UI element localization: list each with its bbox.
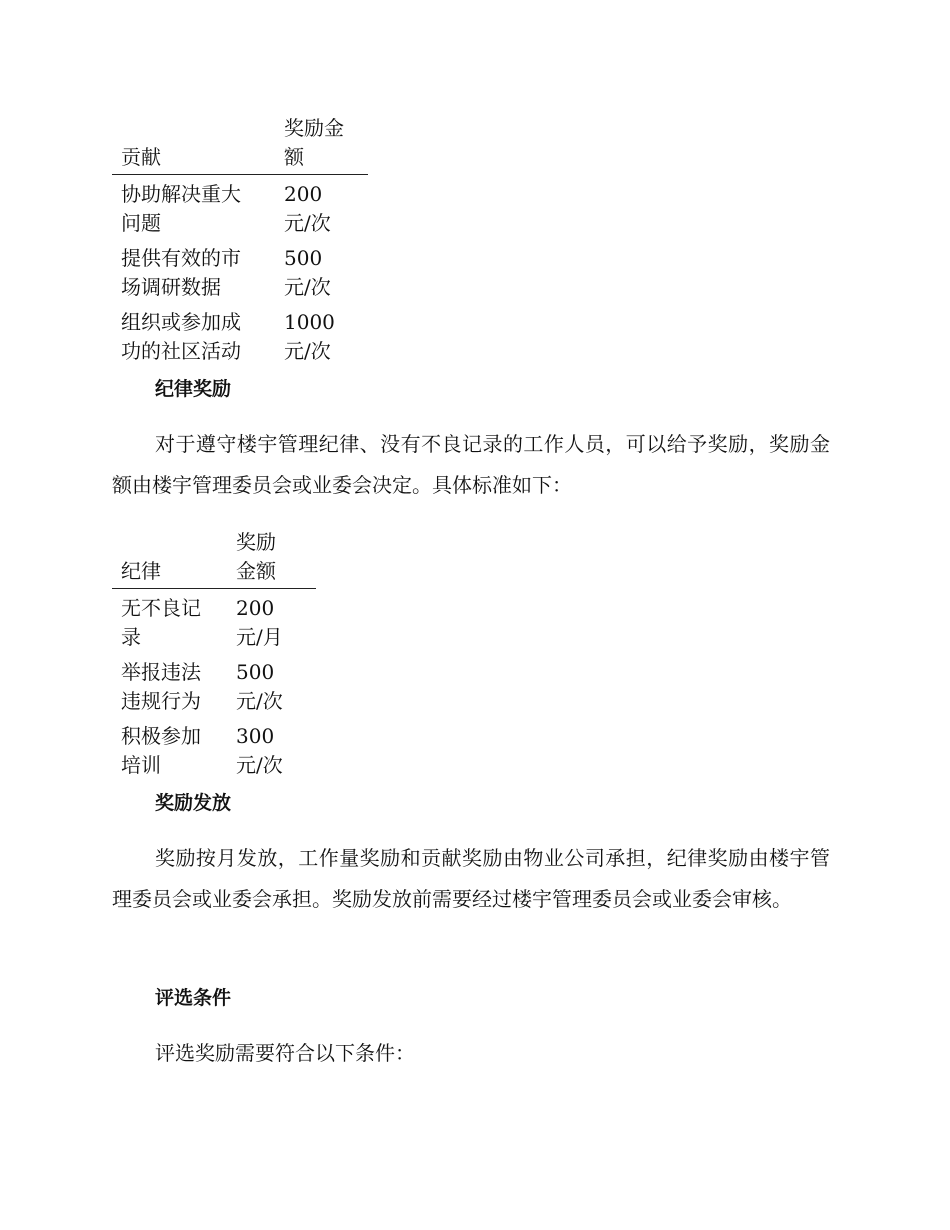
table-row [112, 241, 368, 305]
table-header-text: 奖励金额 [236, 530, 276, 583]
table-row [112, 655, 316, 719]
table-cell-text: 300元/次 [236, 724, 283, 777]
table-header-cell: 贡献 [112, 114, 284, 175]
table-header-cell: 纪律 [112, 528, 236, 589]
table-cell [284, 241, 368, 305]
table-cell [236, 589, 316, 656]
table-row [112, 719, 316, 783]
table-header-row [112, 114, 368, 175]
contribution-reward-table [112, 114, 368, 369]
table-cell [284, 175, 368, 242]
table-cell [236, 719, 316, 783]
distribution-paragraph: 奖励按月发放，工作量奖励和贡献奖励由物业公司承担，纪律奖励由楼宇管理委员会或业委会承担。奖励发放前需要经过楼宇管理委员会或业委会审核。 [112, 846, 830, 911]
table-row [112, 305, 368, 369]
table-cell [112, 719, 236, 783]
table-cell-text: 500元/次 [236, 660, 283, 713]
table-header-cell [284, 114, 368, 175]
section-heading-distribution: 奖励发放 [155, 792, 232, 814]
table-cell [112, 589, 236, 656]
section-heading-selection: 评选条件 [155, 987, 232, 1009]
table-cell-text: 500元/次 [284, 246, 331, 299]
table-cell [112, 241, 284, 305]
table-row [112, 175, 368, 242]
table-cell [112, 305, 284, 369]
table-cell [112, 655, 236, 719]
table-cell-text: 提供有效的市场调研数据 [121, 246, 241, 299]
discipline-paragraph: 对于遵守楼宇管理纪律、没有不良记录的工作人员，可以给予奖励，奖励金额由楼宇管理委员会或业委会决定。具体标准如下： [112, 432, 830, 497]
table-header-text: 奖励金额 [284, 116, 344, 169]
table-cell-text: 200元/月 [236, 596, 283, 649]
table-cell [236, 655, 316, 719]
table-cell-text: 无不良记录 [121, 596, 201, 649]
table-cell-text: 组织或参加成功的社区活动 [121, 310, 241, 363]
table-header-row [112, 528, 316, 589]
table-cell-text: 1000元/次 [284, 310, 335, 363]
table-cell-text: 协助解决重大问题 [121, 182, 241, 235]
section-heading-discipline: 纪律奖励 [155, 378, 232, 400]
selection-paragraph: 评选奖励需要符合以下条件： [155, 1041, 415, 1065]
table-row [112, 589, 316, 656]
table-header-cell [236, 528, 316, 589]
table-cell-text: 200元/次 [284, 182, 331, 235]
table-cell [284, 305, 368, 369]
table-cell [112, 175, 284, 242]
table-cell-text: 举报违法违规行为 [121, 660, 201, 713]
table-cell-text: 积极参加培训 [121, 724, 201, 777]
discipline-reward-table [112, 528, 316, 783]
